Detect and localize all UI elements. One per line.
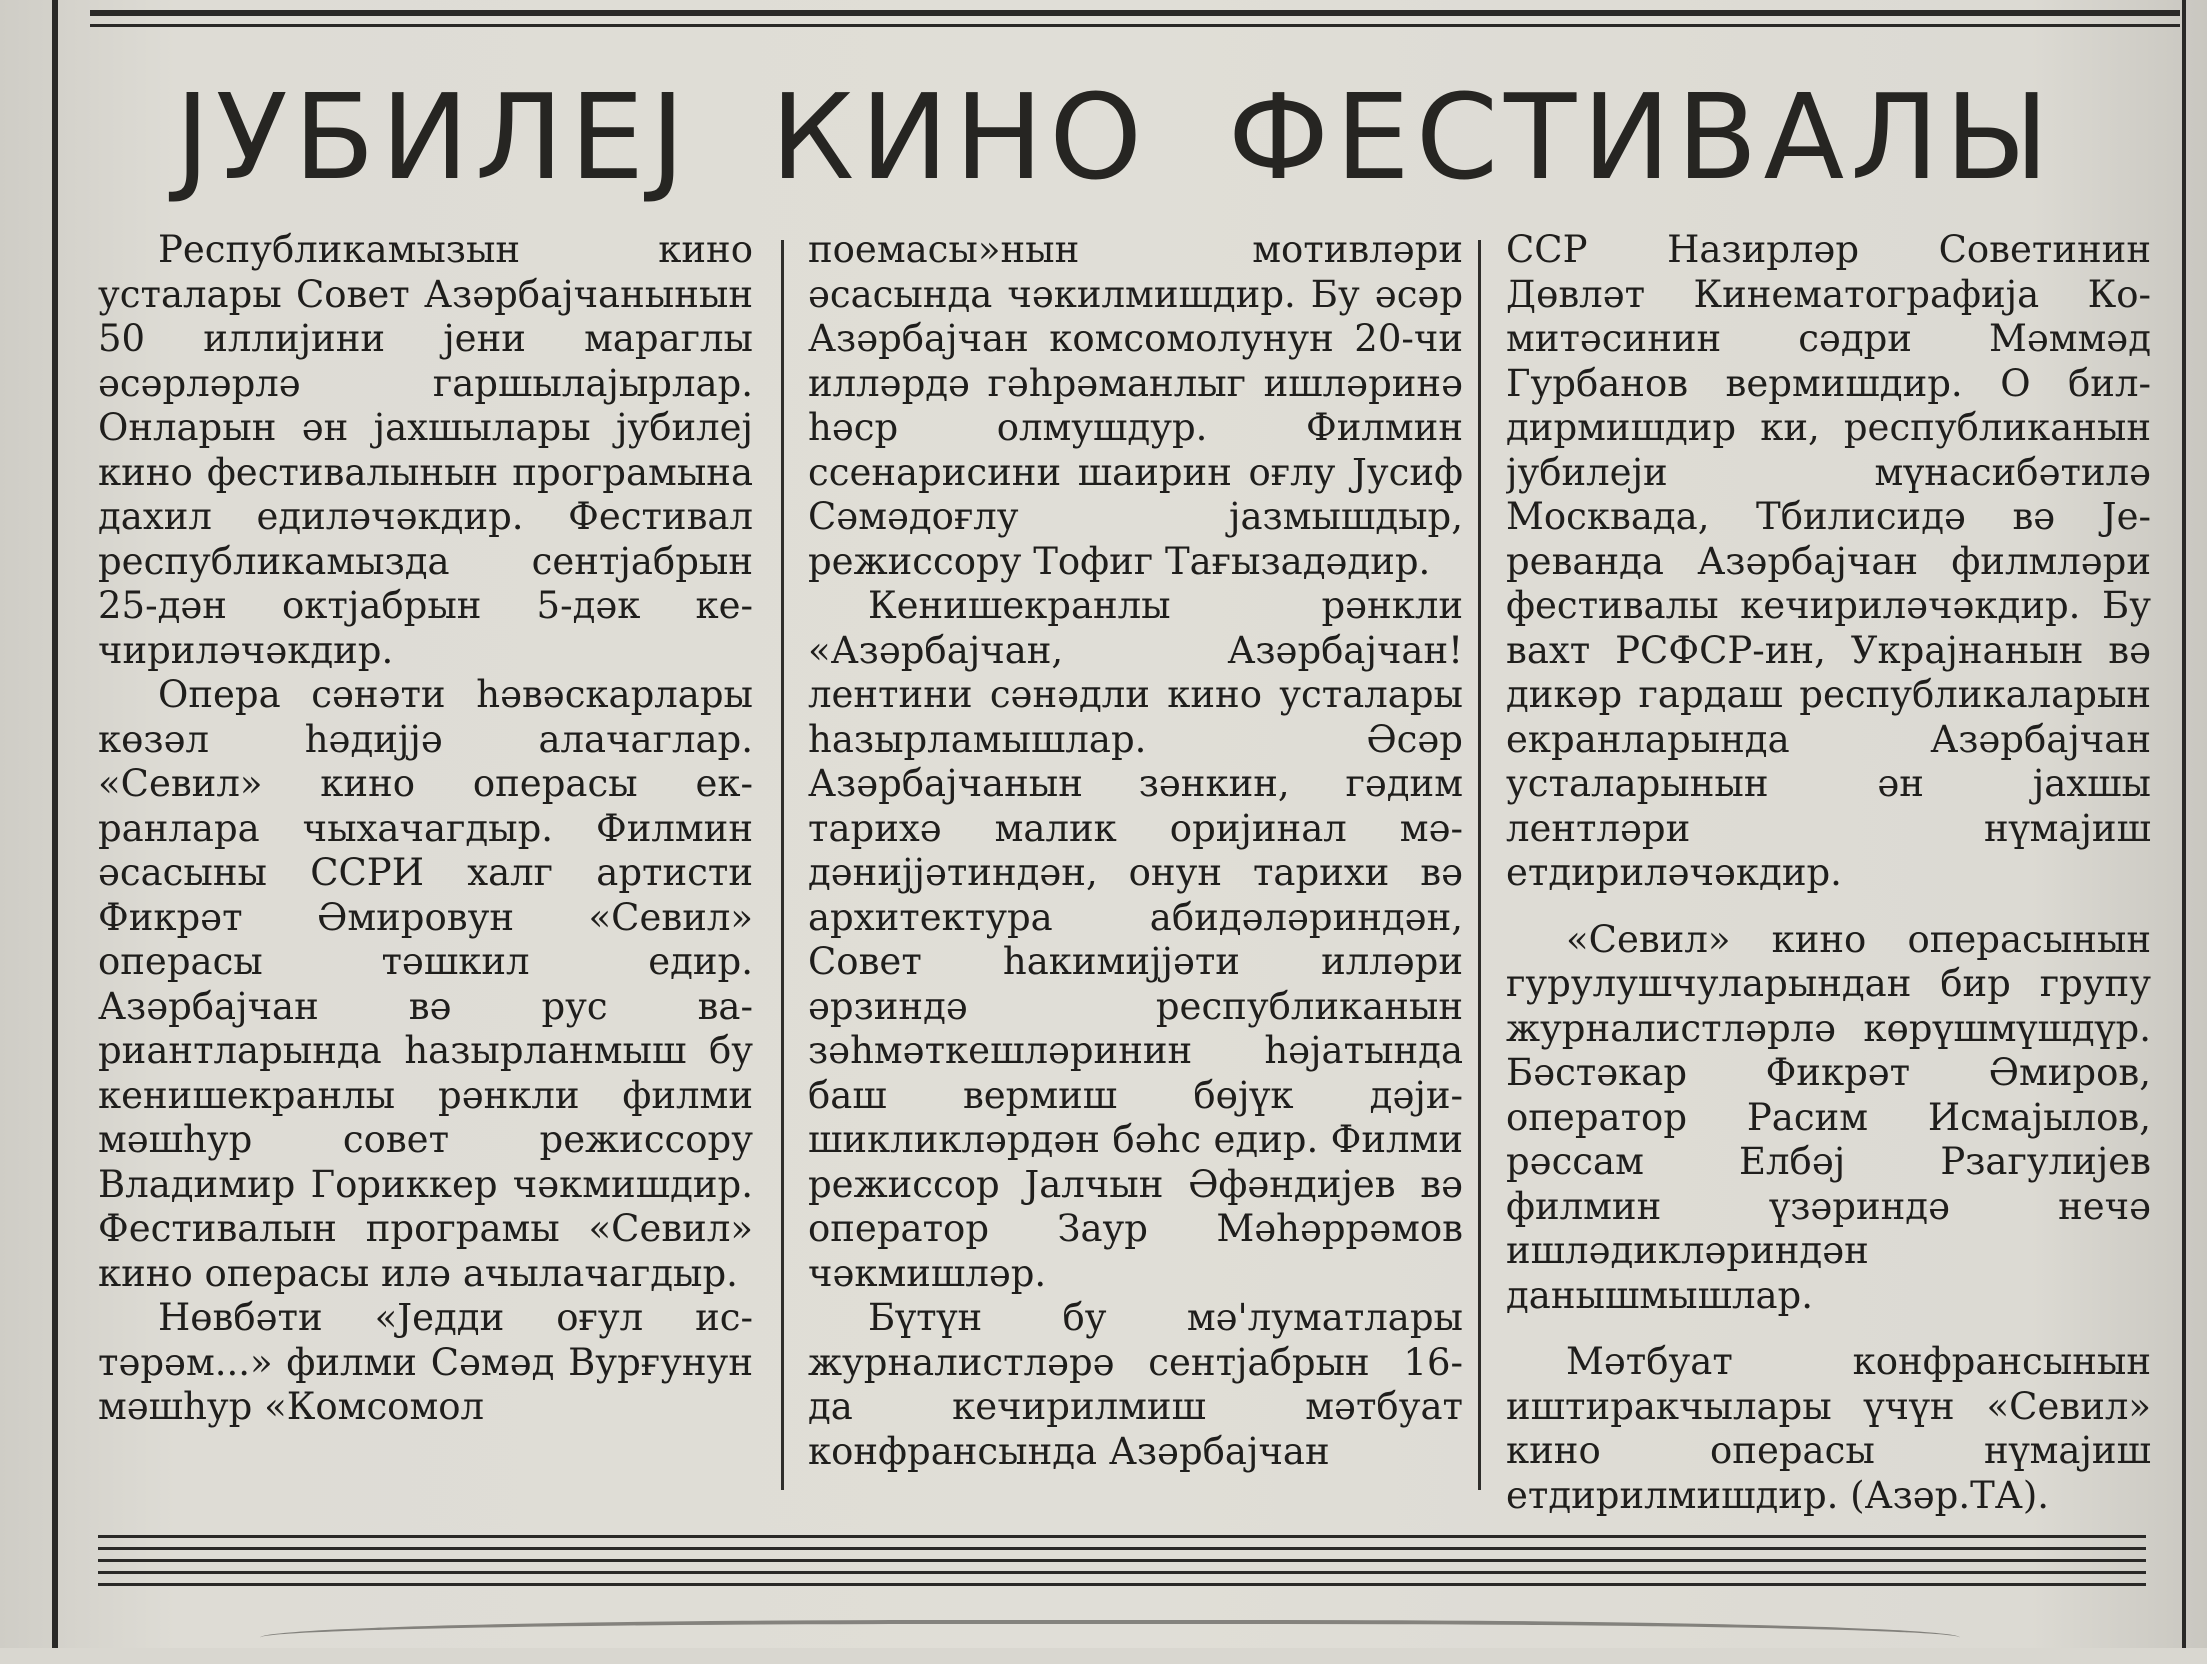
- headline: ЈУБИЛЕЈ КИНО ФЕСТИВАЛЫ: [174, 68, 2056, 206]
- article-column-1: [98, 228, 753, 1518]
- bottom-rule-block: [98, 1535, 2146, 1595]
- top-rule: [90, 10, 2180, 16]
- paragraph: Бүтүн бу мә'луматлары журналистләрә сентјабрын 16-да кечирилмиш мәтбуат конфрансында Азәрбајчан: [808, 1296, 1463, 1473]
- paragraph: «Севил» кино операсынын гурулушчуларындан бир групу журналистләрлә көрүшмүшдүр. Бәстәкар Фикрәт Әмиров, оператор Расим Исмајылов, рәссам Елбәј Рзагулијев филмин үзәриндә нечә ишләдикләриндән данышмышлар.: [1506, 917, 2151, 1317]
- paragraph: Мәтбуат конфрансынын иштиракчылары үчүн «Севил» кино операсы нүмајиш етдирилмишдир. (Азәр.ТА).: [1506, 1340, 2151, 1517]
- paragraph: Опера сәнәти һәвәскарлары көзәл һәдијјә алачаглар. «Севил» кино операсы екранлара чыхачагдыр. Филмин әсасыны ССРИ халг артисти Фикрәт Әмировун «Севил» операсы тәшкил едир. Азәрбајчан вә рус вариантларында һазырланмыш бу кенишекранлы рәнкли филми мәшһур совет режиссору Владимир Гориккер чәкмишдир. Фестивалын програмы «Севил» кино операсы илә ачылачагдыр.: [98, 673, 753, 1295]
- paragraph: ССР Назирләр Советинин Дөвләт Кинематографија Комитәсинин сәдри Мәммәд Гурбанов вермишдир. О билдирмишдир ки, республиканын јубилеји мүнасибәтилә Москвада, Тбилисидә вә Јереванда Азәрбајчан филмләри фестивалы кечириләчәкдир. Бу вахт РСФСР-ин, Украјнанын вә дикәр гардаш республикаларын екранларында Азәрбајчан усталарынын ән јахшы лентләри нүмајиш етдириләчәкдир.: [1506, 228, 2151, 894]
- paragraph: поемасы»нын мотивләри әсасында чәкилмишдир. Бу әсәр Азәрбајчан комсомолунун 20-чи илләрдә гәһрәманлыг ишләринә һәср олмушдур. Филмин ссенарисини шаирин оғлу Јусиф Сәмәдоғлу јазмышдыр, режиссору Тофиг Тағызадәдир.: [808, 228, 1463, 583]
- left-border: [52, 0, 58, 1648]
- paragraph: Республикамызын кино усталары Совет Азәрбајчанынын 50 иллијини јени мараглы әсәрләрлә гаршылајырлар. Онларын ән јахшылары јубилеј кино фестивалынын програмына дахил едиләчәкдир. Фестивал республикамызда сентјабрын 25-дән октјабрын 5-дәк кечириләчәкдир.: [98, 228, 753, 672]
- paragraph: Кенишекранлы рәнкли «Азәрбајчан, Азәрбајчан! лентини сәнәдли кино усталары һазырламышлар. Әсәр Азәрбајчанын зәнкин, гәдим тарихә малик оријинал мәдәнијјәтиндән, онун тарихи вә архитектура абидәләриндән, Совет һакимијјәти илләри әрзиндә республиканын зәһмәткешләринин һәјатында баш вермиш бөјүк дәјишикликләрдән бәһс едир. Филми режиссор Јалчын Әфәндијев вә оператор Заур Мәһәррәмов чәкмишләр.: [808, 584, 1463, 1295]
- article-column-3: [1506, 228, 2151, 1518]
- right-border: [2182, 0, 2186, 1648]
- next-article-fragment: [260, 1620, 1960, 1664]
- top-rule-thin: [90, 24, 2180, 27]
- paragraph: Нөвбәти «Једди оғул истәрәм...» филми Сәмәд Вурғунун мәшһур «Комсомол: [98, 1296, 753, 1428]
- column-separator: [781, 240, 784, 1490]
- article-column-2: [808, 228, 1463, 1518]
- column-separator: [1478, 240, 1481, 1490]
